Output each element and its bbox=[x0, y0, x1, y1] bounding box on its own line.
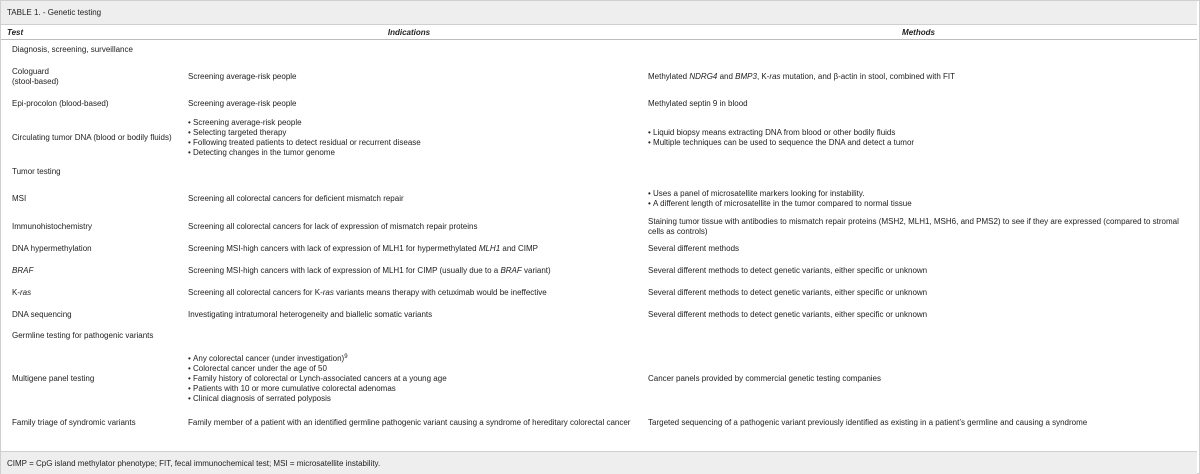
cell-methods bbox=[640, 182, 1197, 216]
table-caption-bar bbox=[1, 1, 1197, 25]
text-run: ras bbox=[322, 287, 334, 297]
cell-indications bbox=[178, 114, 640, 162]
text-run: variants means therapy with cetuximab would be ineffective bbox=[333, 287, 547, 297]
text-run: Patients with 10 or more cumulative colorectal adenomas bbox=[193, 383, 396, 393]
bullet-item bbox=[188, 394, 640, 404]
cell-test bbox=[1, 412, 178, 434]
table-row bbox=[1, 238, 1197, 260]
table-footnote-bar bbox=[1, 451, 1197, 474]
text-run: Screening MSI-high cancers with lack of expression of MLH1 for CIMP (usually due to a bbox=[188, 265, 501, 275]
bullet-item bbox=[188, 364, 640, 374]
text-run: Several different methods to detect genetic variants, either specific or unknown bbox=[648, 287, 928, 297]
table-row bbox=[1, 282, 1197, 304]
table-row bbox=[1, 412, 1197, 434]
text-run: Family triage of syndromic variants bbox=[12, 417, 136, 427]
footnote-reference: 9 bbox=[344, 353, 348, 360]
text-run: Screening average-risk people bbox=[193, 117, 302, 127]
table-row bbox=[1, 260, 1197, 282]
text-run: Selecting targeted therapy bbox=[193, 127, 287, 137]
text-run: Several different methods to detect genetic variants, either specific or unknown bbox=[648, 265, 928, 275]
cell-methods bbox=[640, 216, 1197, 238]
cell-indications bbox=[178, 282, 640, 304]
cell-indications bbox=[178, 216, 640, 238]
table-row bbox=[1, 304, 1197, 326]
cell-test bbox=[1, 304, 178, 326]
text-run: Immunohistochemistry bbox=[12, 221, 93, 231]
text-run: Multigene panel testing bbox=[12, 373, 95, 383]
text-run: (stool-based) bbox=[12, 76, 59, 86]
text-run: MLH1 bbox=[478, 243, 501, 253]
text-run: Staining tumor tissue with antibodies to mismatch repair proteins (MSH2, MLH1, MSH6, and PMS2) to see if they are expressed (compared to stromal cells as controls) bbox=[648, 216, 1179, 236]
cell-methods bbox=[640, 412, 1197, 434]
text-run: Methylated septin 9 in blood bbox=[648, 98, 748, 108]
cell-indications bbox=[178, 346, 640, 412]
cell-methods bbox=[640, 346, 1197, 412]
text-run: Screening average-risk people bbox=[188, 71, 297, 81]
text-run: BMP3 bbox=[735, 71, 757, 81]
bullet-item bbox=[188, 118, 640, 128]
header-indications: Indications bbox=[178, 25, 640, 40]
text-run: ras bbox=[769, 71, 781, 81]
text-run: Screening MSI-high cancers with lack of expression of MLH1 for hypermethylated bbox=[188, 243, 479, 253]
cell-test bbox=[1, 346, 178, 412]
bullet-item bbox=[648, 128, 1189, 138]
cell-test bbox=[1, 260, 178, 282]
text-run: Clinical diagnosis of serrated polyposis bbox=[193, 393, 331, 403]
text-run: Targeted sequencing of a pathogenic variant previously identified as existing in a patient’s germline and causing a syndrome bbox=[648, 417, 1088, 427]
text-run: Screening all colorectal cancers for lack of expression of mismatch repair proteins bbox=[188, 221, 478, 231]
text-run: Several different methods to detect genetic variants, either specific or unknown bbox=[648, 309, 928, 319]
text-run: mutation, and β-actin in stool, combined with FIT bbox=[780, 71, 956, 81]
text-run: Screening all colorectal cancers for deficient mismatch repair bbox=[188, 193, 404, 203]
text-run: Cancer panels provided by commercial genetic testing companies bbox=[648, 373, 882, 383]
section-row bbox=[1, 40, 1197, 60]
table-row bbox=[1, 216, 1197, 238]
text-run: Uses a panel of microsatellite markers looking for instability. bbox=[653, 188, 865, 198]
cell-test bbox=[1, 60, 178, 94]
text-run: , K- bbox=[756, 71, 770, 81]
cell-methods bbox=[640, 60, 1197, 94]
text-run: Following treated patients to detect residual or recurrent disease bbox=[193, 137, 421, 147]
text-run: BRAF bbox=[12, 265, 34, 275]
header-test: Test bbox=[1, 25, 178, 40]
section-title: Diagnosis, screening, surveillance bbox=[12, 44, 133, 54]
text-run: Family history of colorectal or Lynch-associated cancers at a young age bbox=[193, 373, 447, 383]
genetic-testing-table bbox=[1, 25, 1197, 434]
text-run: Methylated bbox=[648, 71, 690, 81]
cell-methods bbox=[640, 238, 1197, 260]
text-run: DNA sequencing bbox=[12, 309, 72, 319]
text-run: BRAF bbox=[500, 265, 522, 275]
table-row bbox=[1, 346, 1197, 412]
text-run: Screening all colorectal cancers for K- bbox=[188, 287, 323, 297]
bullet-list bbox=[648, 189, 1189, 209]
bullet-item bbox=[188, 128, 640, 138]
text-run: Circulating tumor DNA (blood or bodily fluids) bbox=[12, 132, 172, 142]
text-run: Liquid biopsy means extracting DNA from blood or other bodily fluids bbox=[653, 127, 896, 137]
text-run: ras bbox=[20, 287, 32, 297]
bullet-item bbox=[188, 384, 640, 394]
cell-test bbox=[1, 282, 178, 304]
cell-test bbox=[1, 182, 178, 216]
cell-indications bbox=[178, 182, 640, 216]
section-row bbox=[1, 326, 1197, 346]
bullet-item bbox=[648, 189, 1189, 199]
text-run: Investigating intratumoral heterogeneity and biallelic somatic variants bbox=[188, 309, 433, 319]
bullet-item bbox=[648, 199, 1189, 209]
table-row bbox=[1, 114, 1197, 162]
text-run: Screening average-risk people bbox=[188, 98, 297, 108]
bullet-list bbox=[188, 118, 640, 158]
text-run: Several different methods bbox=[648, 243, 740, 253]
header-methods: Methods bbox=[640, 25, 1197, 40]
table-footnote: CIMP = CpG island methylator phenotype; FIT, fecal immunochemical test; MSI = microsatellite instability. bbox=[7, 459, 381, 468]
text-run: Colorectal cancer under the age of 50 bbox=[193, 363, 327, 373]
text-run: Multiple techniques can be used to sequence the DNA and detect a tumor bbox=[653, 137, 915, 147]
bullet-item bbox=[648, 138, 1189, 148]
text-run: MSI bbox=[12, 193, 27, 203]
text-run: variant) bbox=[521, 265, 551, 275]
section-title: Germline testing for pathogenic variants bbox=[12, 330, 154, 340]
bullet-item bbox=[188, 148, 640, 158]
section-row bbox=[1, 162, 1197, 182]
bullet-list bbox=[188, 354, 640, 404]
cell-methods bbox=[640, 260, 1197, 282]
table-row bbox=[1, 94, 1197, 114]
cell-test bbox=[1, 94, 178, 114]
cell-methods bbox=[640, 94, 1197, 114]
cell-indications bbox=[178, 412, 640, 434]
bullet-list bbox=[648, 128, 1189, 148]
text-run: and bbox=[717, 71, 736, 81]
bullet-item bbox=[188, 354, 640, 364]
bullet-item bbox=[188, 374, 640, 384]
text-run: Family member of a patient with an identified germline pathogenic variant causing a syndrome of hereditary colorectal cancer bbox=[188, 417, 631, 427]
text-run: Epi-procolon (blood-based) bbox=[12, 98, 109, 108]
cell-test bbox=[1, 216, 178, 238]
header-row bbox=[1, 25, 1197, 40]
text-run: Detecting changes in the tumor genome bbox=[193, 147, 335, 157]
bullet-item bbox=[188, 138, 640, 148]
table-caption: TABLE 1. - Genetic testing bbox=[7, 8, 102, 17]
text-run: and CIMP bbox=[500, 243, 538, 253]
cell-indications bbox=[178, 260, 640, 282]
cell-test bbox=[1, 238, 178, 260]
text-run: K- bbox=[12, 287, 20, 297]
table-row bbox=[1, 182, 1197, 216]
cell-test bbox=[1, 114, 178, 162]
text-run: Any colorectal cancer (under investigation) bbox=[193, 353, 345, 363]
cell-indications bbox=[178, 94, 640, 114]
text-run: DNA hypermethylation bbox=[12, 243, 92, 253]
cell-methods bbox=[640, 282, 1197, 304]
cell-indications bbox=[178, 60, 640, 94]
cell-methods bbox=[640, 304, 1197, 326]
table-row bbox=[1, 60, 1197, 94]
table-body bbox=[1, 40, 1197, 434]
text-run: A different length of microsatellite in the tumor compared to normal tissue bbox=[653, 198, 912, 208]
cell-indications bbox=[178, 238, 640, 260]
cell-methods bbox=[640, 114, 1197, 162]
section-title: Tumor testing bbox=[12, 166, 61, 176]
cell-indications bbox=[178, 304, 640, 326]
text-run: NDRG4 bbox=[689, 71, 718, 81]
text-run: Cologuard bbox=[12, 66, 49, 76]
